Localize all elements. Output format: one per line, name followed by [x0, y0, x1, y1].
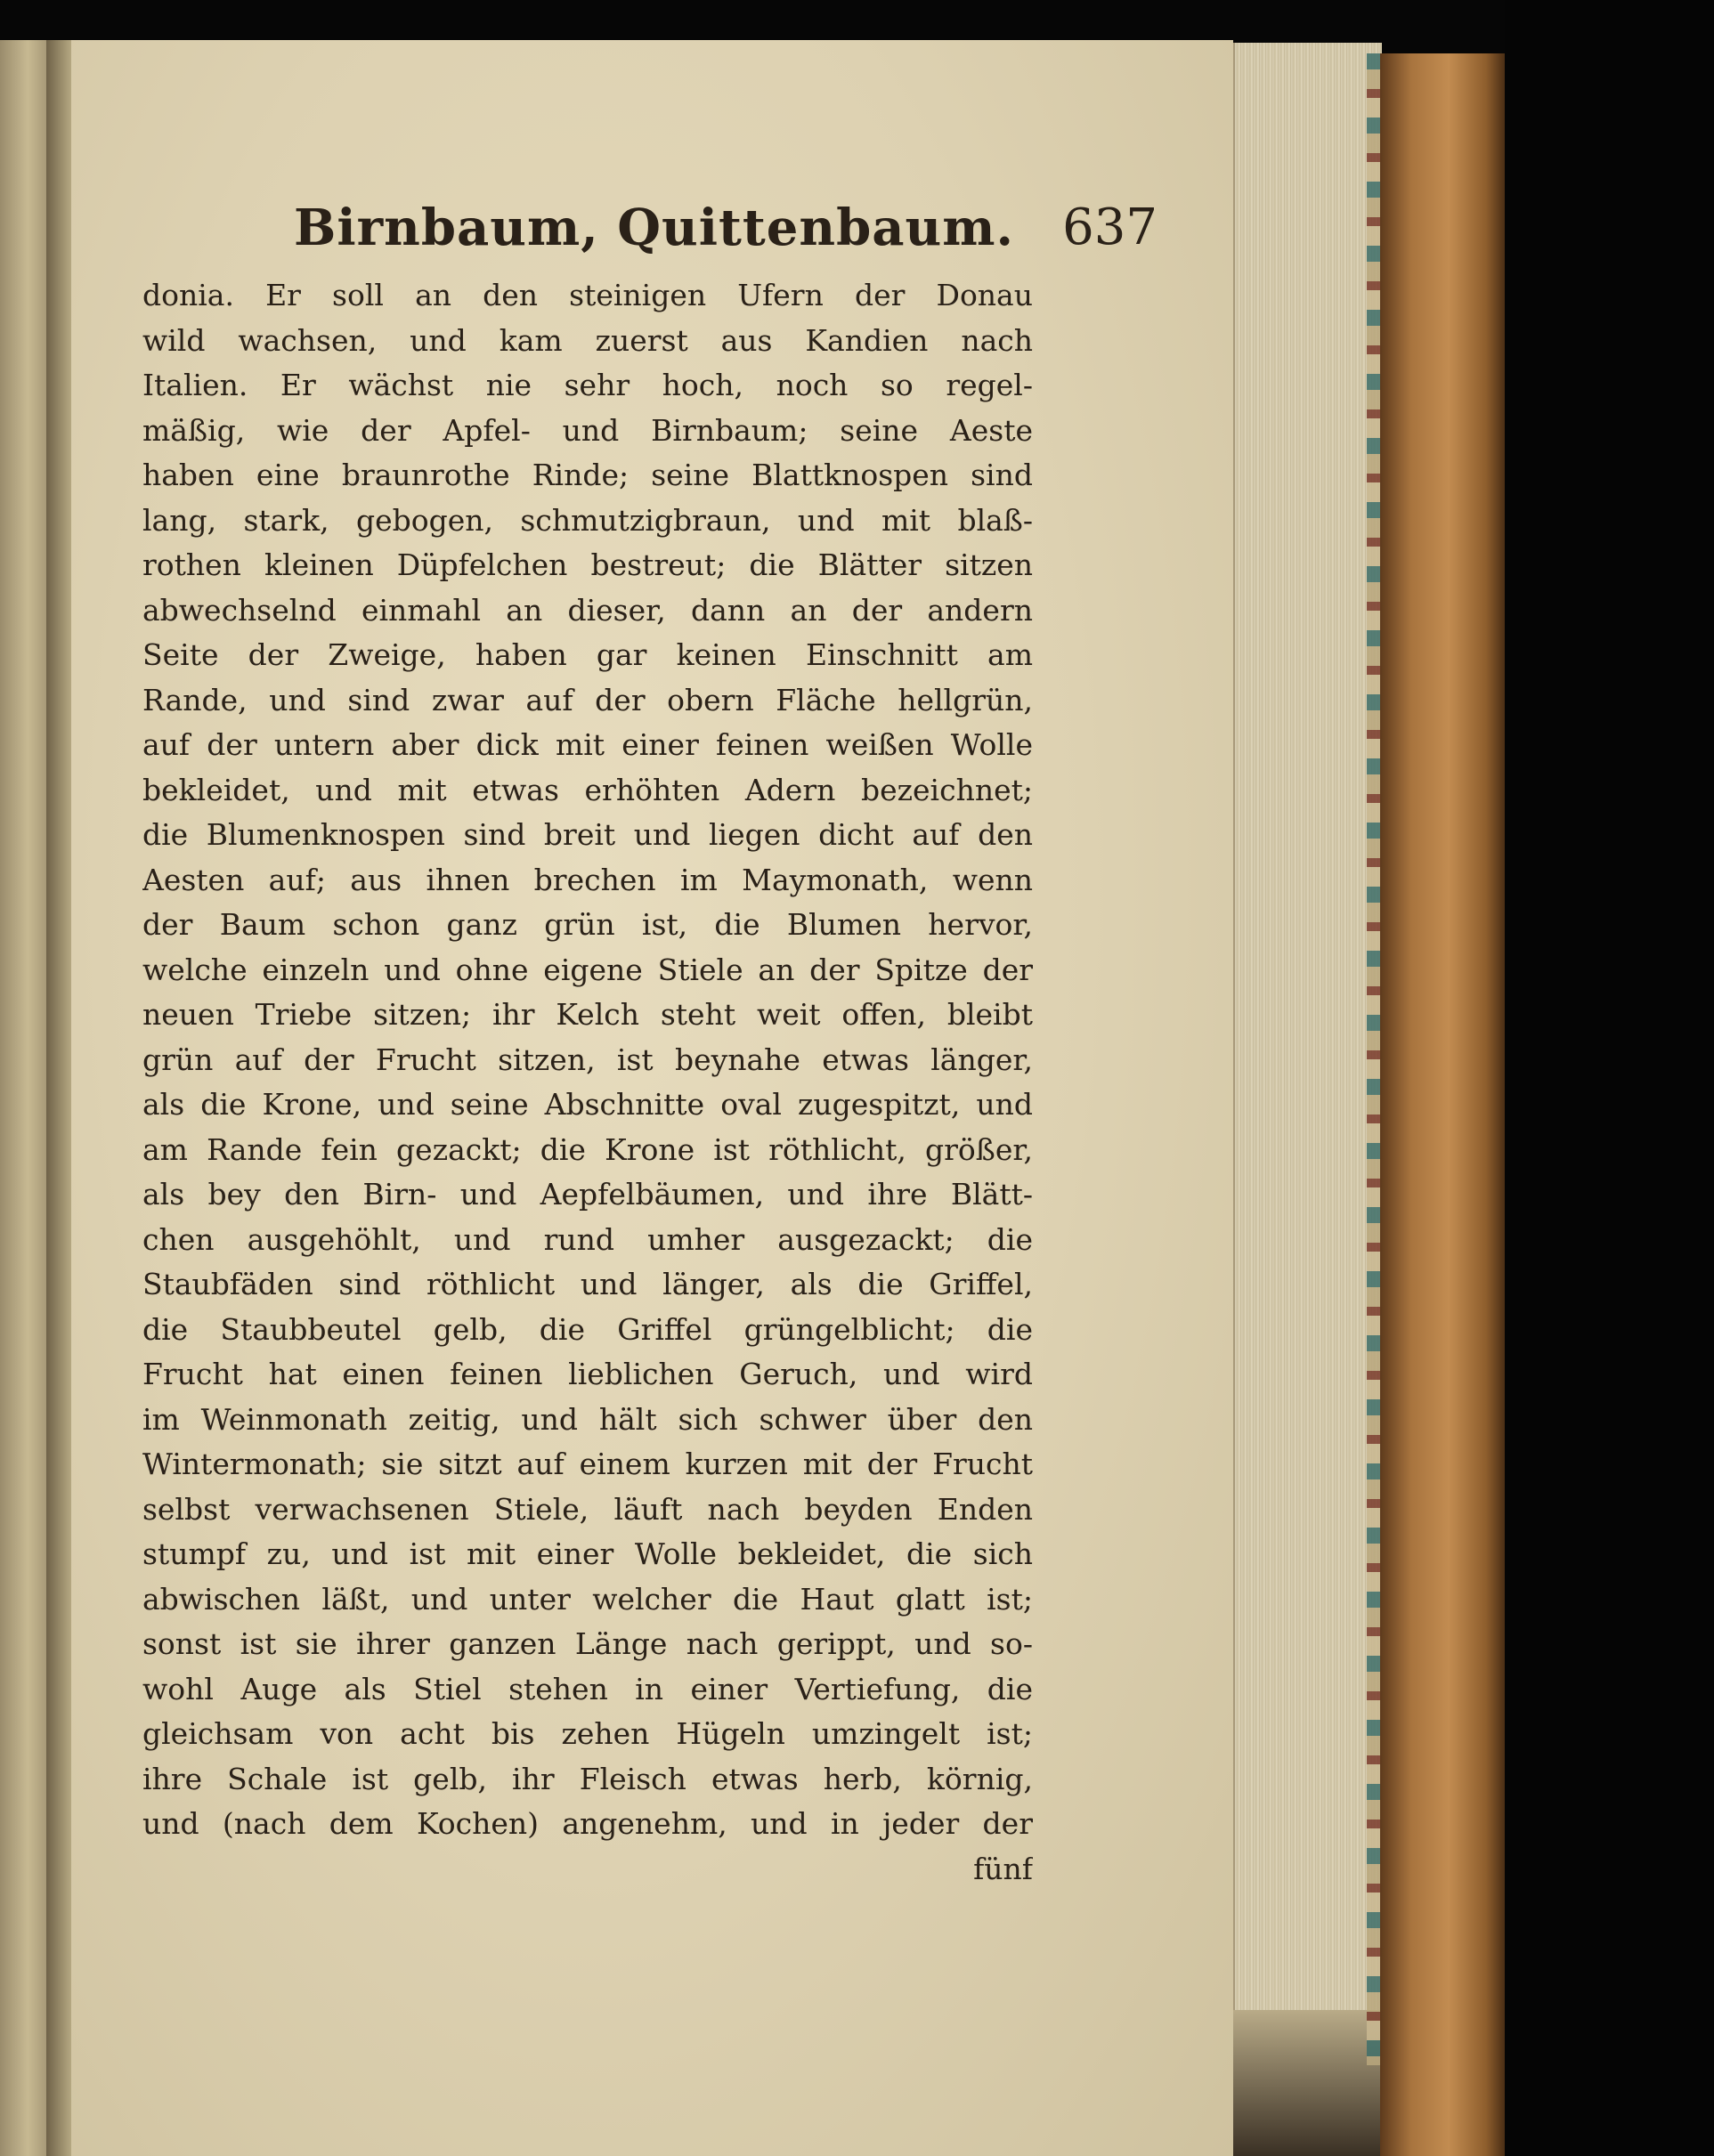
page-block-bottom-shadow: [1233, 2010, 1380, 2156]
text-line: bekleidet, und mit etwas erhöhten Adern bezeichnet;: [142, 772, 1033, 807]
facing-page-edge: [0, 40, 46, 2156]
background: [1505, 0, 1714, 2156]
text-line: neuen Triebe sitzen; ihr Kelch steht weit offen, bleibt: [142, 997, 1033, 1032]
text-line: grün auf der Frucht sitzen, ist beynahe etwas länger,: [142, 1042, 1033, 1077]
text-line: und (nach dem Kochen) angenehm, und in jeder der: [142, 1806, 1033, 1841]
text-line: ihre Schale ist gelb, ihr Fleisch etwas herb, körnig,: [142, 1761, 1033, 1796]
book-gutter: [46, 40, 71, 2156]
text-line: am Rande fein gezackt; die Krone ist röthlicht, größer,: [142, 1131, 1033, 1167]
text-line: Rande, und sind zwar auf der obern Fläche hellgrün,: [142, 682, 1033, 717]
page-header: [294, 182, 1158, 272]
text-line: Aesten auf; aus ihnen brechen im Maymonath, wenn: [142, 862, 1033, 897]
text-line: wohl Auge als Stiel stehen in einer Vertiefung, die: [142, 1671, 1033, 1706]
leather-binding: [1380, 53, 1505, 2156]
body-text: [142, 273, 1033, 1892]
text-line: mäßig, wie der Apfel- und Birnbaum; seine Aeste: [142, 412, 1033, 448]
text-line: selbst verwachsenen Stiele, läuft nach beyden Enden: [142, 1491, 1033, 1527]
text-line: als bey den Birn- und Aepfelbäumen, und ihre Blätt-: [142, 1177, 1033, 1212]
text-line: chen ausgehöhlt, und rund umher ausgezackt; die: [142, 1221, 1033, 1257]
text-line: im Weinmonath zeitig, und hält sich schwer über den: [142, 1401, 1033, 1437]
text-line: sonst ist sie ihrer ganzen Länge nach gerippt, und so-: [142, 1626, 1033, 1661]
text-line: die Blumenknospen sind breit und liegen dicht auf den: [142, 817, 1033, 852]
text-line: Staubfäden sind röthlicht und länger, als die Griffel,: [142, 1267, 1033, 1301]
text-line: lang, stark, gebogen, schmutzigbraun, und mit blaß-: [142, 502, 1033, 538]
text-line: gleichsam von acht bis zehen Hügeln umzingelt ist;: [142, 1716, 1033, 1751]
text-line: die Staubbeutel gelb, die Griffel grüngelblicht; die: [142, 1311, 1033, 1347]
text-line: Seite der Zweige, haben gar keinen Einschnitt am: [142, 637, 1033, 672]
text-line: als die Krone, und seine Abschnitte oval zugespitzt, und: [142, 1087, 1033, 1122]
text-line: rothen kleinen Düpfelchen bestreut; die Blätter sitzen: [142, 547, 1033, 582]
text-line: stumpf zu, und ist mit einer Wolle bekleidet, die sich: [142, 1536, 1033, 1571]
running-title: Birnbaum, Quittenbaum.: [294, 199, 1014, 257]
text-line: abwischen läßt, und unter welcher die Haut glatt ist;: [142, 1581, 1033, 1617]
text-line: welche einzeln und ohne eigene Stiele an der Spitze der: [142, 952, 1033, 987]
text-line: haben eine braunrothe Rinde; seine Blattknospen sind: [142, 458, 1033, 492]
catchword: fünf: [973, 1851, 1033, 1886]
page-number: 637: [1062, 199, 1158, 256]
page-block-edges: [1233, 43, 1382, 2010]
text-line: auf der untern aber dick mit einer feinen weißen Wolle: [142, 727, 1033, 762]
text-line: donia. Er soll an den steinigen Ufern der Donau: [142, 278, 1033, 312]
text-line: Frucht hat einen feinen lieblichen Geruch, und wird: [142, 1357, 1033, 1391]
text-line: Wintermonath; sie sitzt auf einem kurzen mit der Frucht: [142, 1447, 1033, 1481]
text-block: [142, 182, 1158, 1963]
text-line: Italien. Er wächst nie sehr hoch, noch so regel-: [142, 368, 1033, 402]
text-line: abwechselnd einmahl an dieser, dann an der andern: [142, 592, 1033, 628]
text-line: wild wachsen, und kam zuerst aus Kandien nach: [142, 322, 1033, 358]
text-line: der Baum schon ganz grün ist, die Blumen hervor,: [142, 907, 1033, 942]
